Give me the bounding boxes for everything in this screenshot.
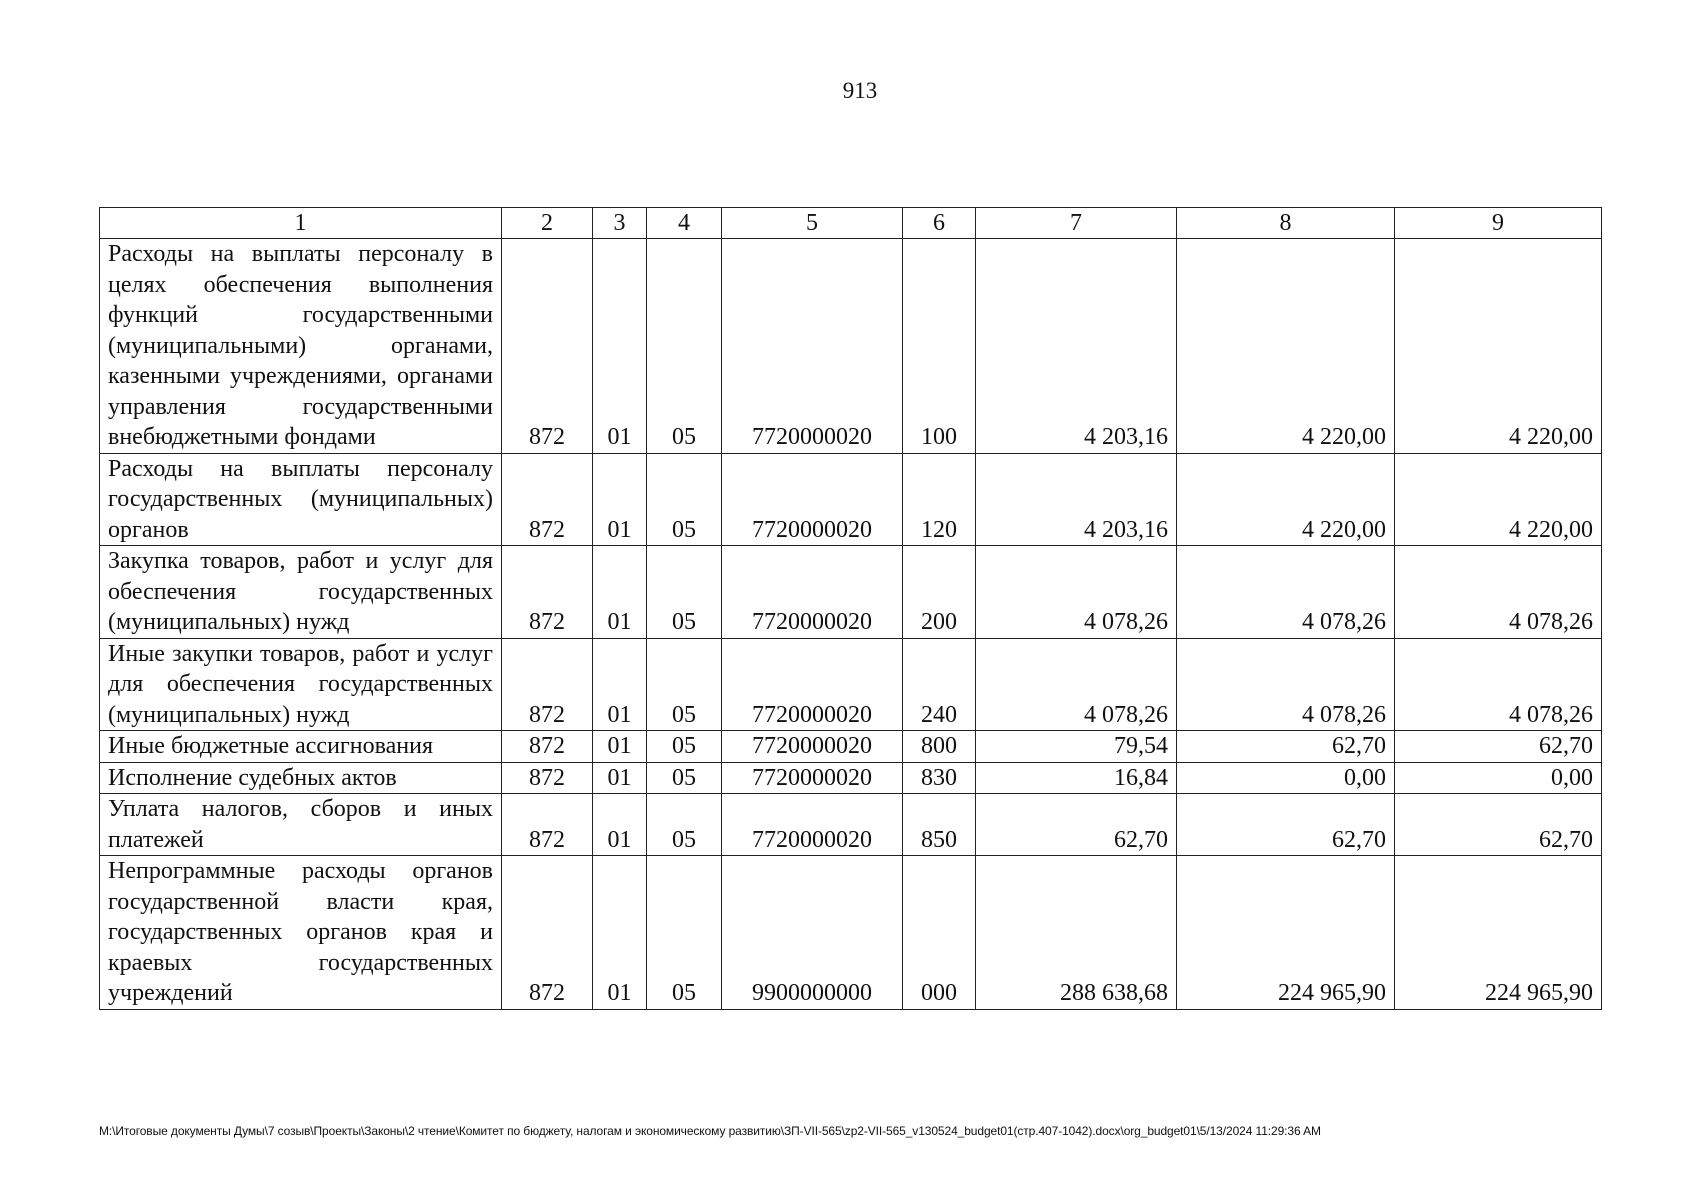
row-target-code: 7720000020 [722,239,903,454]
document-footer-path: M:\Итоговые документы Думы\7 созыв\Проекты\Законы\2 чтение\Комитет по бюджету, налогам и экономическому развитию\ЗП-VII-565\zp2-VII-565_v130524_budget01(стр.407-1042).docx\org_budget01\5/13/2024 11:29:36 AM [99,1124,1321,1138]
row-ministry-code: 872 [502,762,593,794]
row-ministry-code: 872 [502,638,593,731]
header-cell-3: 3 [593,208,647,239]
row-amount-3: 224 965,90 [1395,856,1602,1010]
row-target-code: 7720000020 [722,731,903,763]
row-amount-1: 4 078,26 [976,638,1177,731]
header-cell-1: 1 [100,208,502,239]
row-expense-type-code: 100 [903,239,976,454]
table-row [100,239,1602,454]
row-description: Расходы на выплаты персоналу государственных (муниципальных) органов [100,453,502,546]
row-expense-type-code: 200 [903,546,976,639]
row-amount-3: 62,70 [1395,731,1602,763]
row-target-code: 7720000020 [722,638,903,731]
row-subsection-code: 05 [647,239,722,454]
row-description: Закупка товаров, работ и услуг для обеспечения государственных (муниципальных) нужд [100,546,502,639]
row-subsection-code: 05 [647,638,722,731]
row-ministry-code: 872 [502,453,593,546]
table-row [100,453,1602,546]
row-expense-type-code: 800 [903,731,976,763]
row-target-code: 7720000020 [722,794,903,856]
header-cell-8: 8 [1177,208,1395,239]
row-target-code: 7720000020 [722,546,903,639]
row-amount-3: 4 220,00 [1395,453,1602,546]
row-ministry-code: 872 [502,546,593,639]
row-section-code: 01 [593,762,647,794]
table-row [100,794,1602,856]
row-amount-1: 288 638,68 [976,856,1177,1010]
row-amount-2: 0,00 [1177,762,1395,794]
row-amount-2: 4 078,26 [1177,546,1395,639]
row-amount-1: 4 203,16 [976,453,1177,546]
row-amount-2: 62,70 [1177,794,1395,856]
header-cell-2: 2 [502,208,593,239]
table-row [100,731,1602,763]
row-amount-3: 4 220,00 [1395,239,1602,454]
row-amount-2: 224 965,90 [1177,856,1395,1010]
row-expense-type-code: 850 [903,794,976,856]
row-description: Иные бюджетные ассигнования [100,731,502,763]
row-amount-2: 4 220,00 [1177,453,1395,546]
row-section-code: 01 [593,546,647,639]
row-expense-type-code: 120 [903,453,976,546]
row-ministry-code: 872 [502,856,593,1010]
row-target-code: 7720000020 [722,453,903,546]
row-description: Непрограммные расходы органов государственной власти края, государственных органов края и краевых государственных учреждений [100,856,502,1010]
row-amount-1: 79,54 [976,731,1177,763]
row-section-code: 01 [593,794,647,856]
row-section-code: 01 [593,453,647,546]
row-amount-3: 0,00 [1395,762,1602,794]
row-ministry-code: 872 [502,239,593,454]
table-row [100,638,1602,731]
row-expense-type-code: 000 [903,856,976,1010]
header-cell-5: 5 [722,208,903,239]
row-amount-3: 62,70 [1395,794,1602,856]
row-target-code: 7720000020 [722,762,903,794]
row-ministry-code: 872 [502,731,593,763]
row-expense-type-code: 830 [903,762,976,794]
header-cell-6: 6 [903,208,976,239]
row-amount-2: 4 078,26 [1177,638,1395,731]
row-subsection-code: 05 [647,731,722,763]
table-body [100,239,1602,1010]
table-row [100,762,1602,794]
row-subsection-code: 05 [647,546,722,639]
row-amount-1: 4 203,16 [976,239,1177,454]
row-subsection-code: 05 [647,453,722,546]
row-ministry-code: 872 [502,794,593,856]
row-description: Расходы на выплаты персоналу в целях обеспечения выполнения функций государственными (муниципальными) органами, казенными учреждениями, органами управления государственными внебюджетными фондами [100,239,502,454]
table-row [100,856,1602,1010]
row-amount-2: 62,70 [1177,731,1395,763]
row-section-code: 01 [593,638,647,731]
row-subsection-code: 05 [647,856,722,1010]
budget-table [99,207,1602,1010]
table-header [100,208,1602,239]
page-number: 913 [842,78,878,103]
row-subsection-code: 05 [647,762,722,794]
header-row [100,208,1602,239]
row-amount-1: 4 078,26 [976,546,1177,639]
row-section-code: 01 [593,239,647,454]
row-amount-1: 16,84 [976,762,1177,794]
row-section-code: 01 [593,856,647,1010]
row-amount-1: 62,70 [976,794,1177,856]
header-cell-7: 7 [976,208,1177,239]
row-subsection-code: 05 [647,794,722,856]
header-cell-9: 9 [1395,208,1602,239]
row-description: Исполнение судебных актов [100,762,502,794]
row-expense-type-code: 240 [903,638,976,731]
row-section-code: 01 [593,731,647,763]
row-target-code: 9900000000 [722,856,903,1010]
table-row [100,546,1602,639]
row-description: Иные закупки товаров, работ и услуг для обеспечения государственных (муниципальных) нужд [100,638,502,731]
row-description: Уплата налогов, сборов и иных платежей [100,794,502,856]
row-amount-3: 4 078,26 [1395,638,1602,731]
row-amount-3: 4 078,26 [1395,546,1602,639]
header-cell-4: 4 [647,208,722,239]
row-amount-2: 4 220,00 [1177,239,1395,454]
